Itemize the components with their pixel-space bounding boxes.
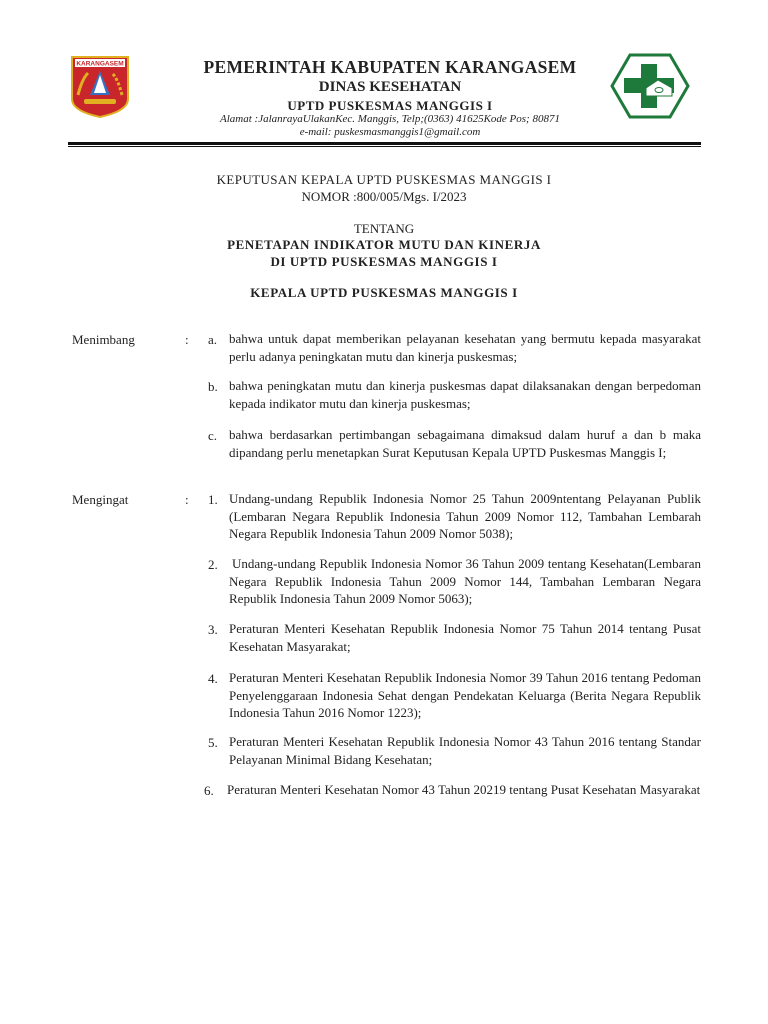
mengingat-item: Undang-undang Republik Indonesia Nomor 36 Tahun 2009 tentang Kesehatan(Lembaran Negara Republik Indonesia Tahun 2009 Nomor 144, Tambahan Lembaran Negara Republik Indonesia Tahun 2009 Nomor 5063); (229, 556, 701, 606)
header-address: Alamat :JalanrayaUlakanKec. Manggis, Telp;(0363) 41625Kode Pos; 80871 (220, 113, 560, 125)
decree-about: TENTANG (353, 221, 415, 236)
decree-official: KEPALA UPTD PUSKESMAS MANGGIS I (250, 285, 518, 300)
menimbang-item: bahwa untuk dapat memberikan pelayanan kesehatan yang bermutu kepada masyarakat perlu adanya peningkatan mutu dan kinerja puskesmas; (229, 331, 701, 364)
header-government: PEMERINTAH KABUPATEN KARANGASEM (203, 57, 577, 77)
header-email: e-mail: puskesmasmanggis1@gmail.com (299, 126, 481, 138)
item-marker: c. (208, 428, 218, 443)
svg-text:KARANGASEM: KARANGASEM (76, 60, 124, 68)
decree-subject-2: DI UPTD PUSKESMAS MANGGIS I (270, 254, 498, 269)
item-marker: 6. (204, 783, 214, 798)
menimbang-colon: : (185, 332, 189, 347)
decree-subject-1: PENETAPAN INDIKATOR MUTU DAN KINERJA (227, 237, 541, 252)
mengingat-item: Peraturan Menteri Kesehatan Republik Indonesia Nomor 39 Tahun 2016 tentang Pedoman Penyelenggaraan Indonesia Sehat dengan Pendekatan Keluarga (Berita Negara Republik Indonesia Tahun 2016 Nomor 1223); (229, 670, 701, 720)
menimbang-item: bahwa peningkatan mutu dan kinerja puskesmas dapat dilaksanakan dengan berpedoman kepada indikator mutu dan kinerja puskesmas; (229, 378, 701, 411)
menimbang-label: Menimbang (72, 332, 135, 347)
mengingat-item: Undang-undang Republik Indonesia Nomor 25 Tahun 2009ntentang Pelayanan Publik (Lembaran Negara Republik Indonesia Tahun 2009 Nomor 112, Tambahan Lembarah Negara Republik Indonesia Tahun 2009 Nomor 5038); (229, 491, 701, 541)
mengingat-label: Mengingat (72, 492, 129, 507)
header-divider-thin (68, 146, 701, 147)
item-marker: b. (208, 379, 218, 394)
mengingat-item: Peraturan Menteri Kesehatan Republik Indonesia Nomor 43 Tahun 2016 tentang Standar Pelayanan Minimal Bidang Kesehatan; (229, 734, 701, 767)
item-marker: 1. (208, 492, 218, 507)
item-marker: 5. (208, 735, 218, 750)
mengingat-colon: : (185, 492, 189, 507)
header-agency: DINAS KESEHATAN (318, 79, 462, 95)
mengingat-item: Peraturan Menteri Kesehatan Republik Indonesia Nomor 75 Tahun 2014 tentang Pusat Kesehatan Masyarakat; (229, 621, 701, 654)
menimbang-item: bahwa berdasarkan pertimbangan sebagaimana dimaksud dalam huruf a dan b maka dipandang perlu menetapkan Surat Keputusan Kepala UPTD Puskesmas Manggis I; (229, 427, 701, 460)
decree-title: KEPUTUSAN KEPALA UPTD PUSKESMAS MANGGIS I (216, 172, 552, 187)
item-marker: 4. (208, 671, 218, 686)
item-marker: a. (208, 332, 218, 347)
mengingat-item: Peraturan Menteri Kesehatan Nomor 43 Tahun 20219 tentang Pusat Kesehatan Masyarakat (227, 782, 701, 797)
item-marker: 2. (208, 557, 218, 572)
header-unit: UPTD PUSKESMAS MANGGIS I (287, 98, 493, 113)
decree-number: NOMOR :800/005/Mgs. I/2023 (301, 189, 467, 204)
item-marker: 3. (208, 622, 218, 637)
header-divider (68, 142, 701, 145)
